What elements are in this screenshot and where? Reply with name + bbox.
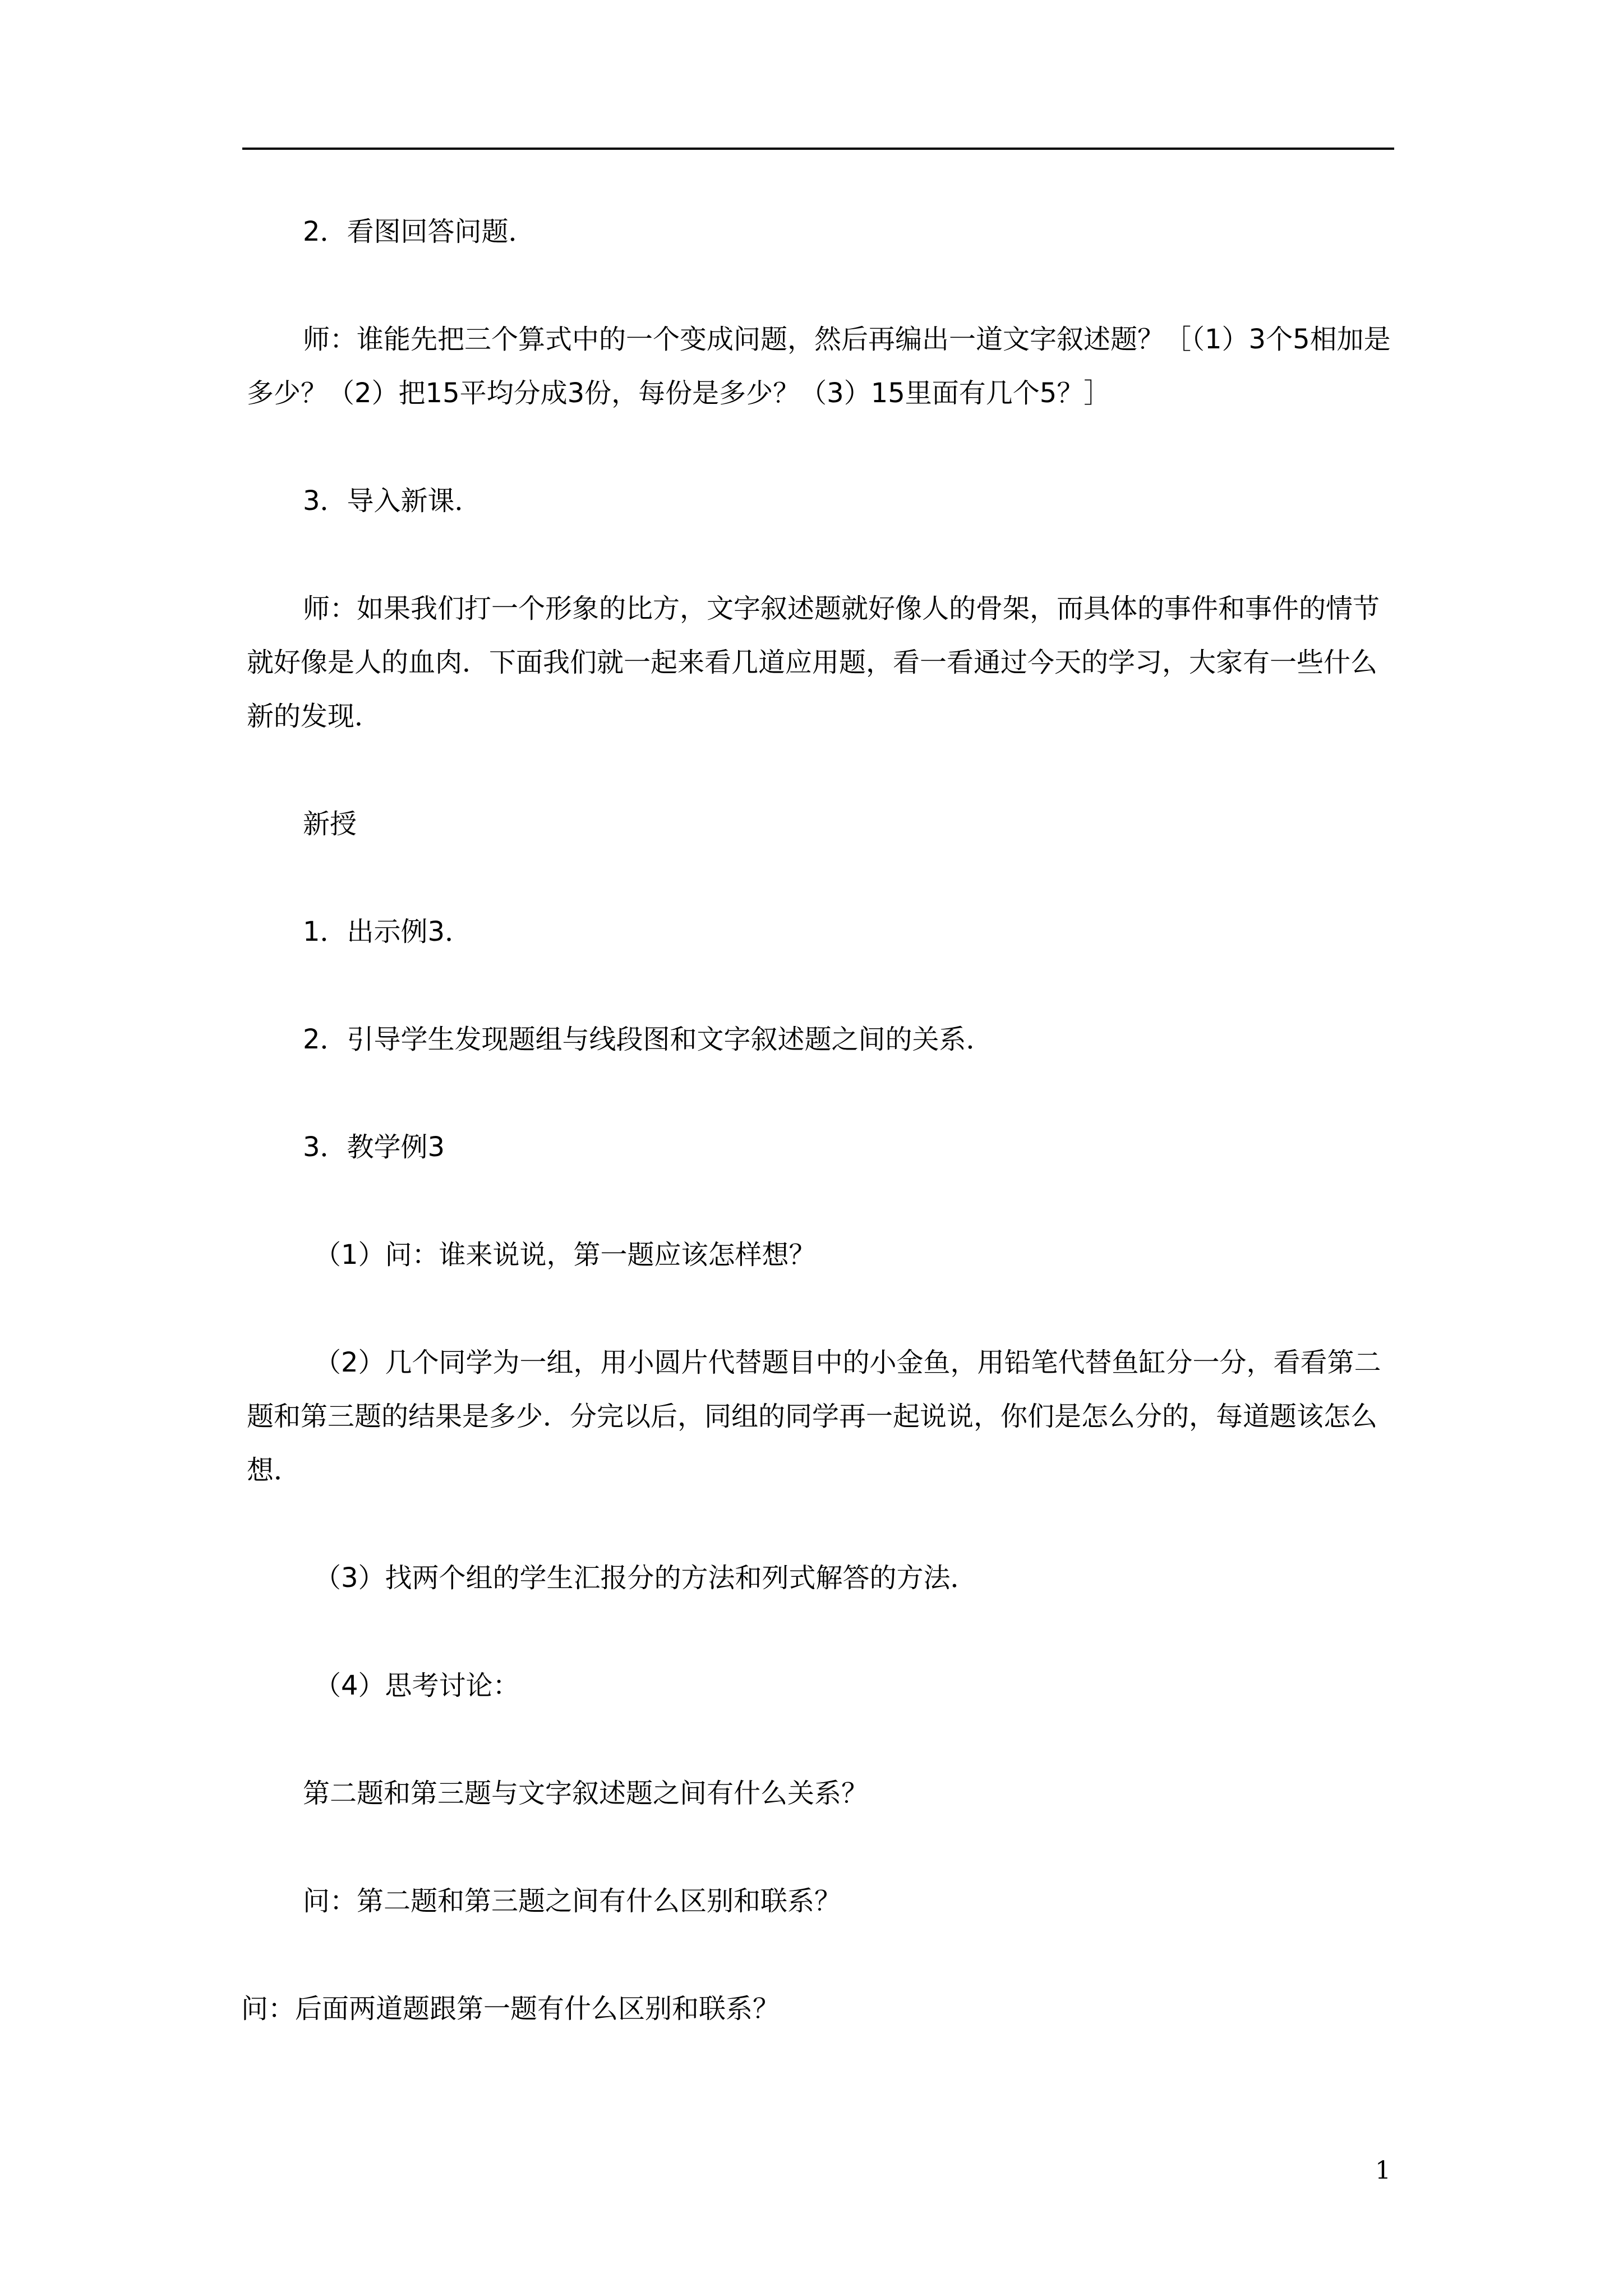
paragraph-show-example: 1．出示例3．	[303, 916, 472, 947]
paragraph-question-comparison: 问：后面两道题跟第一题有什么区别和联系？	[241, 1993, 780, 2024]
paragraph-step-3: （3）找两个组的学生汇报分的方法和列式解答的方法．	[314, 1562, 978, 1594]
paragraph-discussion-relation: 第二题和第三题与文字叙述题之间有什么关系？	[303, 1778, 869, 1809]
paragraph-teach-example: 3．教学例3	[303, 1131, 445, 1163]
paragraph-new-teaching: 新授	[303, 808, 357, 840]
paragraph-step-2: （2）几个同学为一组，用小圆片代替题目中的小金鱼，用铅笔代替鱼缸分一分，看看第二题和第三题的结果是多少．分完以后，同组的同学再一起说说，你们是怎么分的，每道题该怎么想．	[247, 1347, 1381, 1486]
header-rule	[242, 148, 1394, 150]
paragraph-step-1: （1）问：谁来说说，第一题应该怎样想？	[314, 1239, 816, 1271]
paragraph-step-4: （4）思考讨论：	[314, 1670, 520, 1701]
paragraph-question-difference: 问：第二题和第三题之间有什么区别和联系？	[303, 1885, 842, 1917]
paragraph-intro-new-lesson: 3．导入新课．	[303, 485, 482, 517]
paragraph-look-and-answer: 2．看图回答问题．	[303, 216, 536, 247]
paragraph-teacher-analogy: 师：如果我们打一个形象的比方，文字叙述题就好像人的骨架，而具体的事件和事件的情节就好像是人的血肉．下面我们就一起来看几道应用题，看一看通过今天的学习，大家有一些什么新的发现．	[247, 593, 1380, 732]
document-body	[241, 205, 1394, 2036]
paragraph-teacher-question: 师：谁能先把三个算式中的一个变成问题，然后再编出一道文字叙述题？［（1）3个5相加是多少？（2）把15平均分成3份，每份是多少？（3）15里面有几个5？］	[247, 324, 1391, 409]
paragraph-guide-students: 2．引导学生发现题组与线段图和文字叙述题之间的关系．	[303, 1024, 993, 1055]
page-number: 1	[1375, 2156, 1391, 2185]
